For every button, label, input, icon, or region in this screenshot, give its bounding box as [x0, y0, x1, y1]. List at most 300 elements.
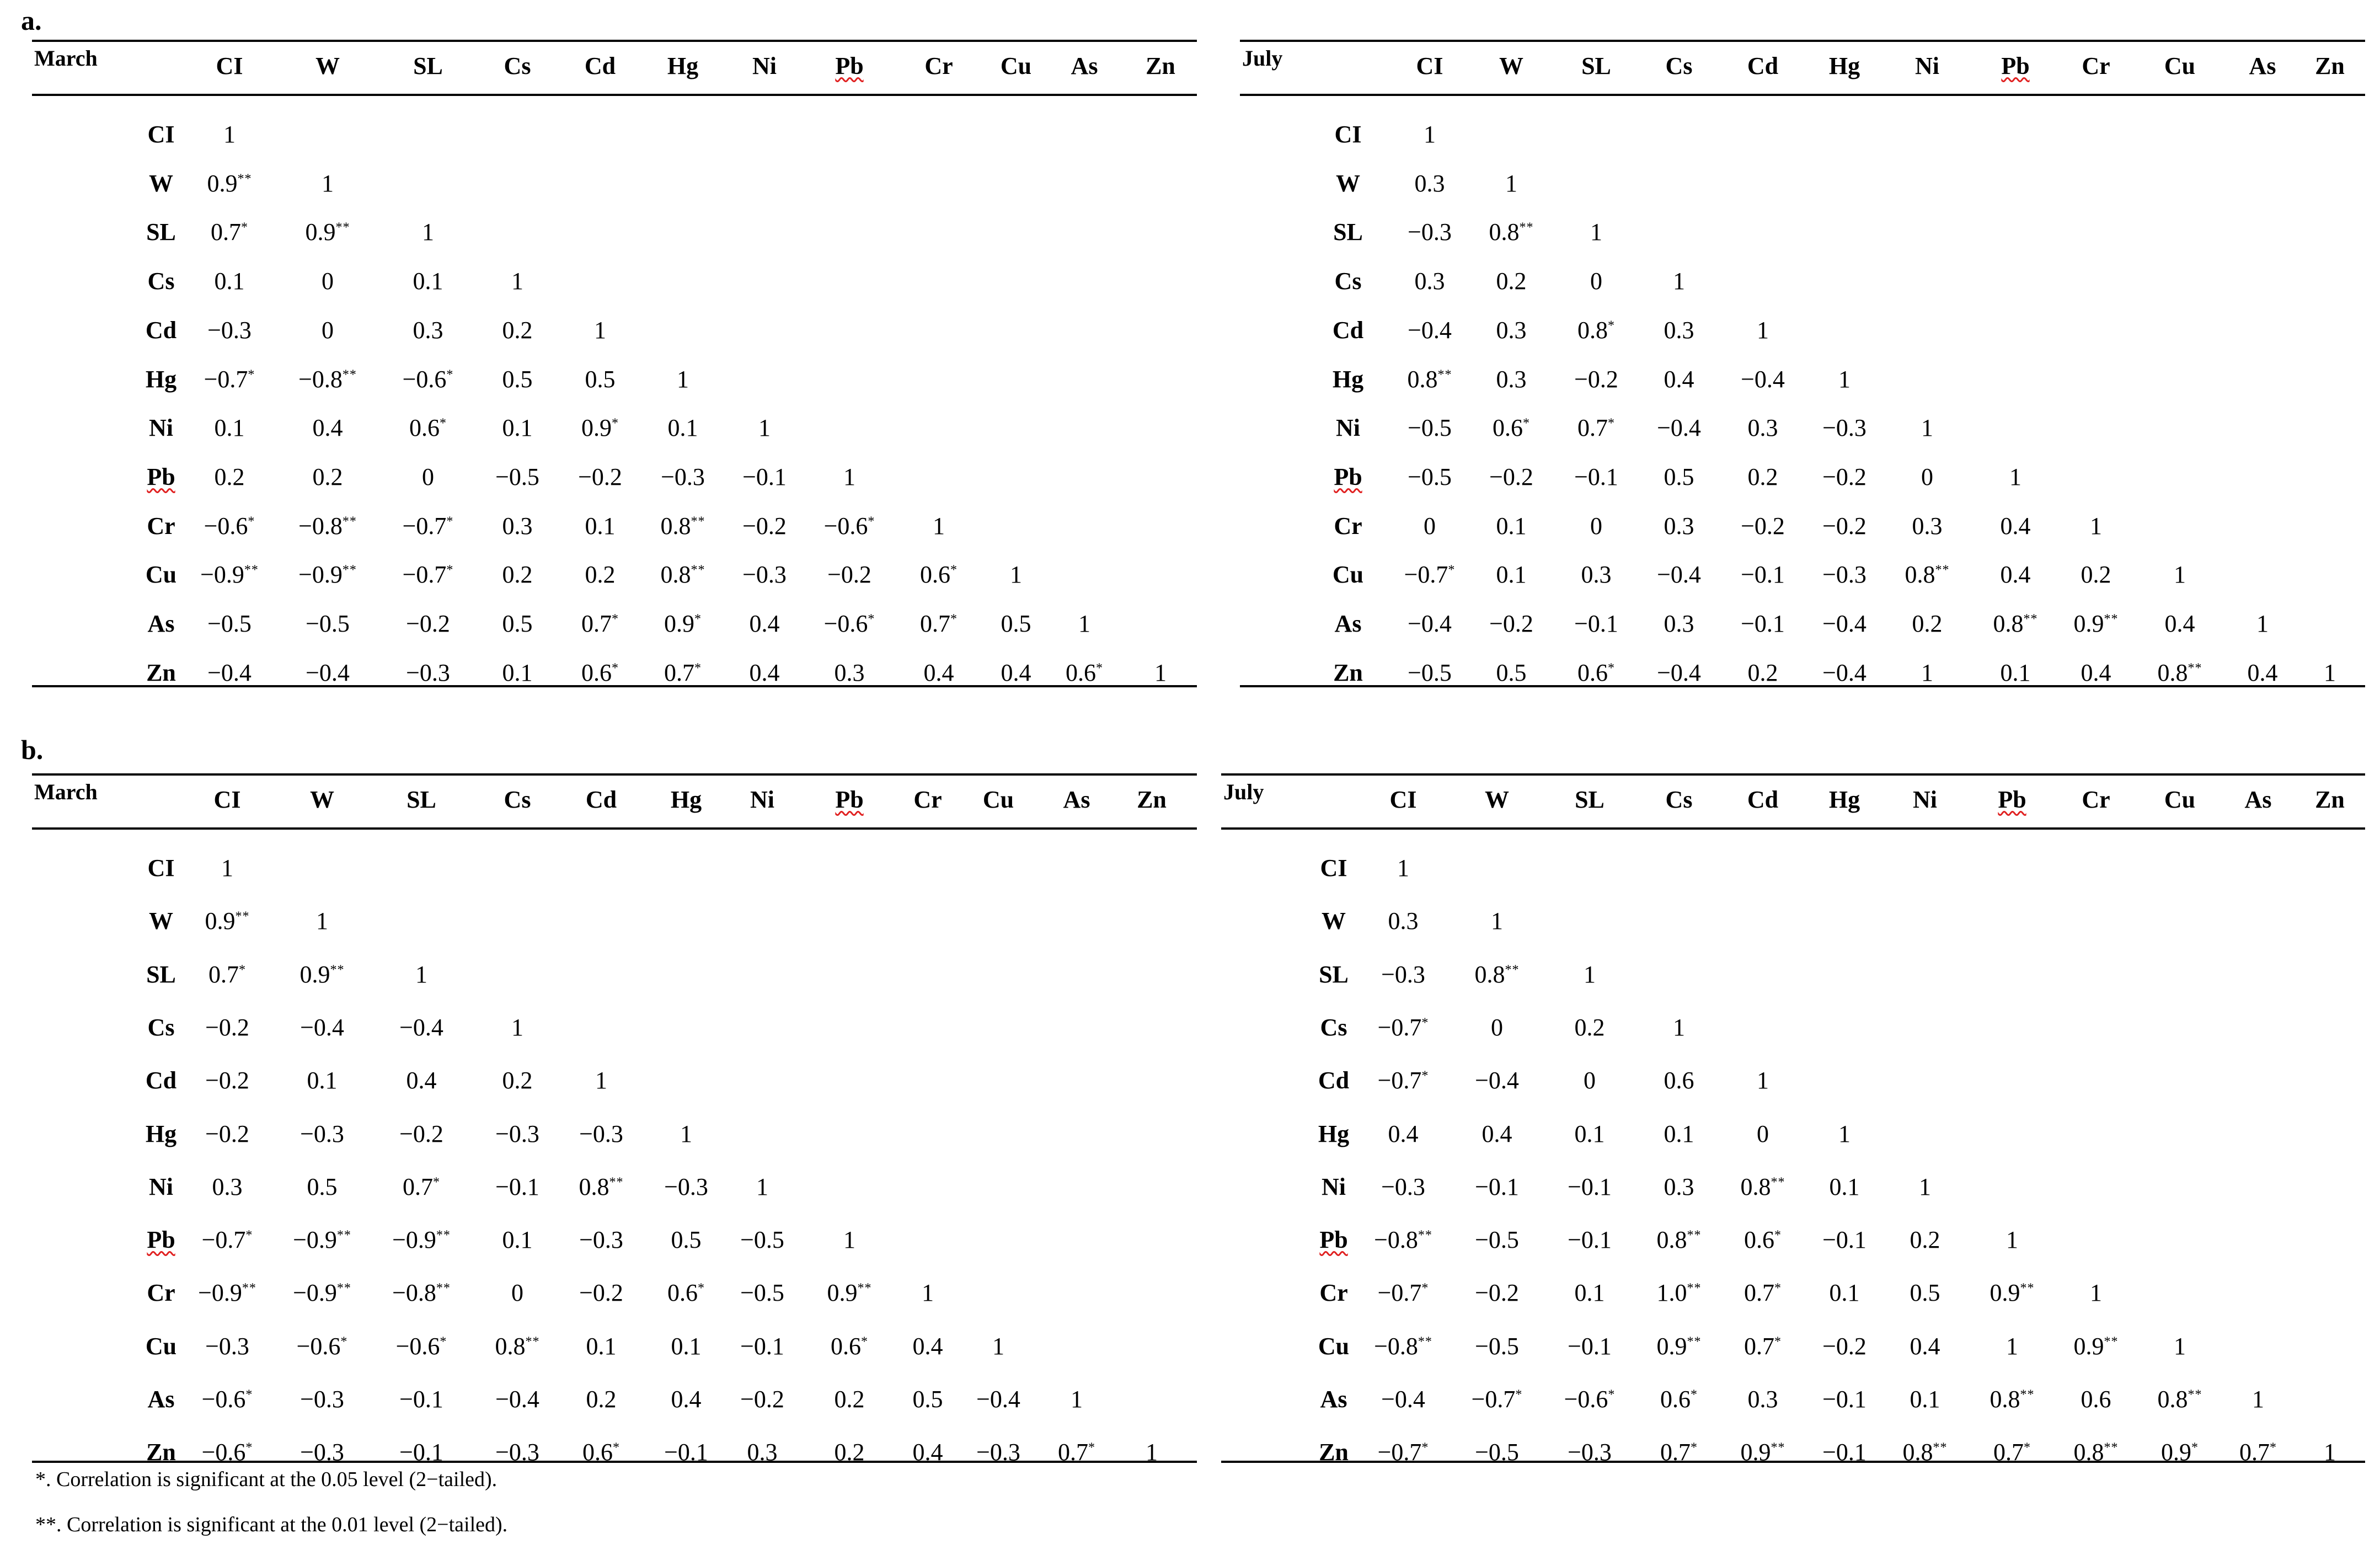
correlation-cell: 0.7*: [1577, 414, 1615, 442]
correlation-cell: −0.3: [1822, 561, 1866, 589]
significance-mark: **: [342, 563, 357, 578]
column-header: Cr: [2082, 52, 2110, 79]
row-label: CI: [147, 854, 175, 881]
column-header: Zn: [2315, 52, 2345, 79]
correlation-cell: −0.4: [1408, 316, 1452, 344]
correlation-cell: −0.2: [740, 1386, 784, 1413]
row-label: Cs: [1334, 268, 1362, 295]
table-header-rule: [32, 827, 1197, 830]
correlation-cell: −0.8**: [392, 1279, 451, 1307]
correlation-cell: 0.1: [1496, 561, 1527, 589]
table-month-label: July: [1223, 779, 1264, 804]
significance-mark: **: [436, 1228, 451, 1243]
correlation-cell: 0.1: [1664, 1120, 1694, 1147]
correlation-cell: 0.1: [1910, 1386, 1940, 1413]
correlation-cell: 0.5: [1496, 659, 1527, 686]
column-header: Zn: [1137, 786, 1167, 813]
row-label: W: [1336, 169, 1360, 197]
correlation-cell: −0.1: [399, 1439, 443, 1466]
correlation-cell: −0.2: [742, 512, 787, 539]
correlation-cell: 0: [1757, 1120, 1769, 1147]
correlation-cell: 0.3: [1747, 414, 1778, 442]
significance-mark: *: [446, 367, 454, 382]
row-label: W: [149, 169, 173, 197]
correlation-cell: 1: [1838, 365, 1850, 393]
correlation-cell: −0.5: [740, 1279, 784, 1307]
correlation-cell: 1: [1921, 414, 1933, 442]
row-label: Zn: [1319, 1439, 1349, 1466]
correlation-cell: 1: [1673, 1013, 1685, 1041]
correlation-cell: −0.1: [1741, 610, 1785, 637]
correlation-cell: 0: [322, 316, 334, 344]
correlation-cell: 0.8**: [579, 1173, 624, 1200]
correlation-cell: −0.2: [406, 610, 450, 637]
correlation-cell: 0.9**: [1656, 1332, 1702, 1360]
correlation-cell: 1: [2174, 1332, 2186, 1360]
correlation-cell: 0.2: [1496, 268, 1527, 295]
correlation-cell: −0.4: [1657, 659, 1701, 686]
row-label: Pb: [1334, 463, 1362, 490]
significance-mark: **: [691, 514, 705, 528]
correlation-cell: 0.7*: [1660, 1439, 1698, 1466]
correlation-cell: 0.1: [413, 268, 443, 295]
significance-mark: *: [694, 661, 702, 676]
correlation-cell: 1: [2324, 659, 2336, 686]
row-label: Cu: [145, 1332, 177, 1360]
correlation-cell: 0.8**: [2157, 659, 2202, 686]
correlation-cell: 0.1: [214, 414, 245, 442]
correlation-cell: 0.2: [585, 561, 616, 589]
table-header-rule: [1240, 94, 2365, 96]
correlation-cell: 0.6*: [1660, 1386, 1698, 1413]
correlation-cell: −0.6*: [395, 1332, 447, 1360]
column-header: Ni: [752, 52, 777, 79]
correlation-cell: 0.2: [1910, 1226, 1940, 1254]
row-label: Zn: [146, 659, 176, 686]
correlation-cell: −0.2: [205, 1013, 249, 1041]
correlation-cell: 0.4: [671, 1386, 702, 1413]
correlation-cell: −0.1: [664, 1439, 708, 1466]
correlation-cell: 0.5: [307, 1173, 338, 1200]
correlation-cell: 0: [1584, 1067, 1596, 1094]
row-label: As: [147, 1386, 175, 1413]
column-header: SL: [407, 786, 436, 813]
correlation-cell: −0.1: [742, 463, 787, 490]
correlation-cell: −0.5: [495, 463, 539, 490]
significance-mark: **: [235, 909, 250, 924]
correlation-cell: −0.3: [742, 561, 787, 589]
correlation-cell: 0.4: [912, 1439, 943, 1466]
correlation-cell: −0.5: [207, 610, 252, 637]
significance-mark: *: [1774, 1228, 1782, 1243]
row-label: Zn: [1333, 659, 1363, 686]
correlation-cell: −0.8**: [1374, 1226, 1432, 1254]
row-label: As: [1320, 1386, 1347, 1413]
significance-mark: *: [239, 962, 246, 977]
correlation-cell: 0: [1590, 268, 1602, 295]
correlation-cell: 1: [511, 268, 523, 295]
correlation-cell: 0.3: [212, 1173, 243, 1200]
row-label: SL: [1319, 960, 1349, 988]
correlation-cell: −0.4: [1657, 414, 1701, 442]
correlation-cell: −0.7*: [1377, 1067, 1429, 1094]
row-label: Cd: [145, 1067, 177, 1094]
correlation-cell: −0.4: [1475, 1067, 1519, 1094]
correlation-cell: 0.3: [1664, 316, 1694, 344]
column-header: Zn: [2315, 786, 2345, 813]
column-header: As: [1071, 52, 1098, 79]
table-month-label: March: [34, 779, 98, 804]
row-label: Cs: [147, 1013, 175, 1041]
correlation-cell: 0.2: [2081, 561, 2111, 589]
correlation-cell: −0.1: [1822, 1386, 1866, 1413]
correlation-cell: 0.6*: [409, 414, 447, 442]
correlation-cell: 1: [1584, 960, 1596, 988]
row-label: Cs: [147, 268, 175, 295]
correlation-cell: 0.7*: [211, 218, 248, 246]
correlation-cell: 0.2: [1747, 463, 1778, 490]
correlation-cell: 0.4: [1910, 1332, 1940, 1360]
correlation-cell: 0.5: [502, 610, 533, 637]
column-header: Cd: [1747, 786, 1779, 813]
row-label: SL: [146, 218, 176, 246]
correlation-cell: −0.4: [976, 1386, 1020, 1413]
correlation-cell: 0.2: [502, 561, 533, 589]
significance-mark: *: [245, 1387, 253, 1402]
correlation-cell: −0.2: [399, 1120, 443, 1147]
column-header: W: [310, 786, 334, 813]
correlation-cell: 0.3: [1414, 268, 1445, 295]
significance-mark: *: [1691, 1387, 1698, 1402]
correlation-cell: −0.3: [1568, 1439, 1612, 1466]
correlation-cell: 0.1: [1574, 1120, 1605, 1147]
correlation-cell: −0.6*: [823, 512, 875, 539]
significance-mark: *: [1421, 1068, 1429, 1083]
significance-mark: **: [1418, 1334, 1432, 1349]
correlation-cell: −0.1: [1574, 610, 1618, 637]
significance-mark: **: [436, 1281, 451, 1296]
correlation-cell: −0.2: [1822, 512, 1866, 539]
significance-mark: *: [446, 514, 454, 528]
correlation-cell: −0.2: [205, 1067, 249, 1094]
column-header: CI: [1389, 786, 1417, 813]
row-label: Cr: [1334, 512, 1362, 539]
significance-mark: **: [2104, 612, 2119, 627]
correlation-cell: −0.3: [495, 1120, 539, 1147]
correlation-cell: 0.7*: [1058, 1439, 1095, 1466]
correlation-cell: 0.6*: [920, 561, 958, 589]
table-top-rule: [1221, 773, 2365, 776]
column-header: W: [1499, 52, 1523, 79]
correlation-cell: −0.4: [207, 659, 252, 686]
column-header: Pb: [1998, 786, 2026, 813]
correlation-cell: 0.9*: [581, 414, 619, 442]
correlation-cell: 1: [1397, 854, 1409, 881]
column-header: Cs: [504, 786, 531, 813]
correlation-cell: 0.4: [1482, 1120, 1512, 1147]
significance-mark: **: [1687, 1228, 1702, 1243]
correlation-cell: 0.8*: [1577, 316, 1615, 344]
correlation-cell: 1: [2256, 610, 2269, 637]
correlation-cell: 0.4: [2164, 610, 2195, 637]
significance-mark: **: [2188, 1387, 2202, 1402]
correlation-cell: −0.5: [1408, 659, 1452, 686]
correlation-cell: −0.3: [1381, 1173, 1425, 1200]
correlation-cell: 0.3: [1414, 169, 1445, 197]
correlation-cell: −0.7*: [1377, 1013, 1429, 1041]
correlation-cell: −0.4: [1822, 659, 1866, 686]
correlation-cell: 1: [843, 463, 855, 490]
row-label: Hg: [145, 365, 177, 393]
correlation-cell: 0.6*: [831, 1332, 868, 1360]
correlation-cell: 0: [422, 463, 434, 490]
correlation-cell: −0.4: [300, 1013, 344, 1041]
correlation-cell: 0.7*: [920, 610, 958, 637]
correlation-cell: 0.2: [1912, 610, 1943, 637]
correlation-cell: −0.6*: [402, 365, 454, 393]
correlation-cell: −0.9**: [198, 1279, 256, 1307]
column-header: Cu: [1000, 52, 1032, 79]
correlation-cell: −0.3: [1408, 218, 1452, 246]
row-label: W: [1322, 907, 1346, 935]
correlation-cell: −0.4: [495, 1386, 539, 1413]
correlation-cell: 0.4: [1001, 659, 1031, 686]
row-label: Ni: [1336, 414, 1360, 442]
significance-mark: **: [1418, 1228, 1432, 1243]
significance-mark: *: [1691, 1440, 1698, 1455]
row-label: Cu: [145, 561, 177, 589]
correlation-cell: 1: [1673, 268, 1685, 295]
correlation-cell: 0.7*: [2239, 1439, 2277, 1466]
row-label: Cr: [147, 512, 175, 539]
column-header: Hg: [1828, 786, 1860, 813]
correlation-cell: −0.3: [406, 659, 450, 686]
significance-mark: **: [335, 220, 350, 235]
significance-mark: *: [440, 1334, 447, 1349]
correlation-cell: 0.3: [1496, 316, 1527, 344]
significance-mark: *: [248, 514, 255, 528]
correlation-cell: 0.3: [1912, 512, 1943, 539]
correlation-cell: 0.2: [312, 463, 343, 490]
correlation-cell: 0.9*: [664, 610, 702, 637]
significance-mark: **: [1505, 962, 1520, 977]
significance-mark: **: [609, 1175, 624, 1190]
correlation-cell: −0.8**: [1374, 1332, 1432, 1360]
significance-mark: *: [1774, 1281, 1782, 1296]
significance-mark: *: [1523, 416, 1530, 431]
correlation-cell: 0.1: [2000, 659, 2031, 686]
correlation-cell: 1: [933, 512, 945, 539]
row-label: CI: [1320, 854, 1347, 881]
correlation-cell: 0.9**: [2073, 1332, 2119, 1360]
correlation-cell: 1: [422, 218, 434, 246]
correlation-cell: −0.2: [827, 561, 871, 589]
significance-mark: *: [1608, 318, 1615, 333]
significance-mark: **: [525, 1334, 540, 1349]
significance-mark: **: [2023, 612, 2038, 627]
correlation-cell: 1: [1919, 1173, 1931, 1200]
significance-mark: *: [2191, 1440, 2199, 1455]
row-label: Hg: [1332, 365, 1364, 393]
significance-mark: **: [1771, 1440, 1785, 1455]
row-label: Cr: [147, 1279, 175, 1307]
column-header: Cu: [982, 786, 1014, 813]
correlation-cell: −0.7*: [204, 365, 255, 393]
correlation-cell: 0: [1491, 1013, 1503, 1041]
row-label: CI: [1334, 121, 1362, 148]
correlation-cell: 0.8**: [1905, 561, 1950, 589]
significance-mark: *: [613, 1440, 620, 1455]
correlation-cell: 0.4: [2247, 659, 2278, 686]
correlation-cell: −0.3: [1381, 960, 1425, 988]
significance-mark: *: [1421, 1440, 1429, 1455]
significance-mark: *: [2270, 1440, 2277, 1455]
significance-mark: *: [1608, 661, 1615, 676]
correlation-cell: 0: [1590, 512, 1602, 539]
correlation-cell: 0.7*: [664, 659, 702, 686]
correlation-cell: 0.2: [214, 463, 245, 490]
correlation-cell: 0.8**: [2073, 1439, 2119, 1466]
correlation-cell: 1: [1146, 1439, 1158, 1466]
correlation-cell: 1: [677, 365, 689, 393]
correlation-cell: 0.5: [1910, 1279, 1940, 1307]
correlation-cell: −0.9**: [392, 1226, 451, 1254]
correlation-cell: −0.5: [1408, 414, 1452, 442]
correlation-cell: −0.7*: [201, 1226, 253, 1254]
significance-mark: *: [612, 661, 619, 676]
panel-label: a.: [21, 5, 42, 36]
column-header: Hg: [670, 786, 702, 813]
correlation-cell: 0.3: [1388, 907, 1419, 935]
correlation-cell: 1: [2324, 1439, 2336, 1466]
correlation-cell: 1: [1078, 610, 1090, 637]
correlation-cell: 0.3: [747, 1439, 778, 1466]
correlation-cell: 0.6*: [1744, 1226, 1782, 1254]
correlation-cell: 0.9**: [207, 169, 252, 197]
correlation-cell: −0.2: [1489, 610, 1533, 637]
correlation-cell: 0.3: [1581, 561, 1612, 589]
significance-mark: *: [340, 1334, 348, 1349]
column-header: SL: [413, 52, 443, 79]
correlation-cell: −0.4: [1741, 365, 1785, 393]
correlation-cell: −0.2: [1574, 365, 1618, 393]
significance-mark: **: [1771, 1175, 1785, 1190]
correlation-cell: 1: [221, 854, 233, 881]
significance-mark: *: [1608, 416, 1615, 431]
correlation-cell: 1: [1921, 659, 1933, 686]
correlation-cell: −0.2: [1822, 1332, 1866, 1360]
correlation-cell: 0.3: [1496, 365, 1527, 393]
table-top-rule: [1240, 40, 2365, 42]
correlation-cell: 0.1: [1496, 512, 1527, 539]
correlation-cell: −0.2: [1741, 512, 1785, 539]
correlation-cell: 1: [758, 414, 771, 442]
row-label: As: [1334, 610, 1362, 637]
column-header: Pb: [835, 52, 864, 79]
correlation-cell: 0.7*: [1993, 1439, 2031, 1466]
correlation-cell: −0.3: [300, 1120, 344, 1147]
correlation-cell: 1: [2090, 1279, 2102, 1307]
significance-mark: *: [1608, 1387, 1616, 1402]
correlation-cell: 1: [223, 121, 236, 148]
column-header: SL: [1581, 52, 1611, 79]
correlation-cell: 0.7*: [1744, 1332, 1782, 1360]
correlation-cell: 1.0**: [1656, 1279, 1702, 1307]
correlation-cell: 0.9**: [1740, 1439, 1785, 1466]
footnote: *. Correlation is significant at the 0.05 level (2−tailed).: [35, 1468, 498, 1491]
table-month-label: July: [1242, 46, 1283, 71]
correlation-cell: 1: [1424, 121, 1436, 148]
correlation-cell: 1: [2009, 463, 2021, 490]
correlation-cell: 1: [1071, 1386, 1083, 1413]
correlation-cell: −0.4: [1657, 561, 1701, 589]
correlation-cell: 0.8**: [1474, 960, 1520, 988]
row-label: Zn: [146, 1439, 176, 1466]
significance-mark: **: [857, 1281, 872, 1296]
significance-mark: *: [433, 1175, 440, 1190]
column-header: Cs: [504, 52, 531, 79]
correlation-cell: 1: [1154, 659, 1167, 686]
correlation-cell: −0.5: [1475, 1439, 1519, 1466]
correlation-cell: 0.7*: [581, 610, 619, 637]
correlation-cell: 1: [1757, 1067, 1769, 1094]
correlation-cell: 0.1: [1829, 1279, 1860, 1307]
correlation-cell: −0.3: [579, 1226, 623, 1254]
significance-mark: *: [241, 220, 248, 235]
correlation-cell: −0.9**: [298, 561, 357, 589]
correlation-cell: 0.8**: [1407, 365, 1452, 393]
row-label: CI: [147, 121, 175, 148]
column-header: As: [1063, 786, 1090, 813]
correlation-cell: 1: [992, 1332, 1004, 1360]
correlation-cell: 0.8**: [1656, 1226, 1702, 1254]
significance-mark: *: [245, 1440, 253, 1455]
column-header: Hg: [1828, 52, 1860, 79]
column-header: Cr: [924, 52, 953, 79]
correlation-cell: 0.5: [912, 1386, 943, 1413]
correlation-cell: 0.1: [502, 659, 533, 686]
correlation-cell: 0.6*: [667, 1279, 705, 1307]
significance-mark: *: [698, 1281, 705, 1296]
correlation-cell: −0.1: [1822, 1226, 1866, 1254]
column-header: W: [1485, 786, 1509, 813]
correlation-cell: 0.1: [585, 512, 616, 539]
correlation-cell: 0.7*: [208, 960, 246, 988]
correlation-cell: −0.7*: [1377, 1279, 1429, 1307]
correlation-cell: 1: [843, 1226, 855, 1254]
significance-mark: *: [868, 514, 875, 528]
footnote: **. Correlation is significant at the 0.01 level (2−tailed).: [35, 1513, 508, 1536]
correlation-cell: 0.4: [1388, 1120, 1419, 1147]
correlation-cell: 0.5: [671, 1226, 702, 1254]
column-header: W: [315, 52, 340, 79]
correlation-cell: −0.2: [1822, 463, 1866, 490]
correlation-cell: −0.3: [300, 1439, 344, 1466]
correlation-cell: −0.2: [205, 1120, 249, 1147]
significance-mark: *: [1421, 1281, 1429, 1296]
significance-mark: *: [245, 1228, 253, 1243]
correlation-cell: −0.7*: [402, 512, 454, 539]
row-label: Pb: [147, 463, 175, 490]
row-label: SL: [1333, 218, 1363, 246]
correlation-cell: 0.5: [585, 365, 616, 393]
significance-mark: **: [1687, 1281, 1702, 1296]
correlation-cell: 1: [415, 960, 427, 988]
correlation-cell: −0.7*: [402, 561, 454, 589]
significance-mark: *: [612, 612, 619, 627]
column-header: CI: [216, 52, 243, 79]
table-top-rule: [32, 40, 1197, 42]
